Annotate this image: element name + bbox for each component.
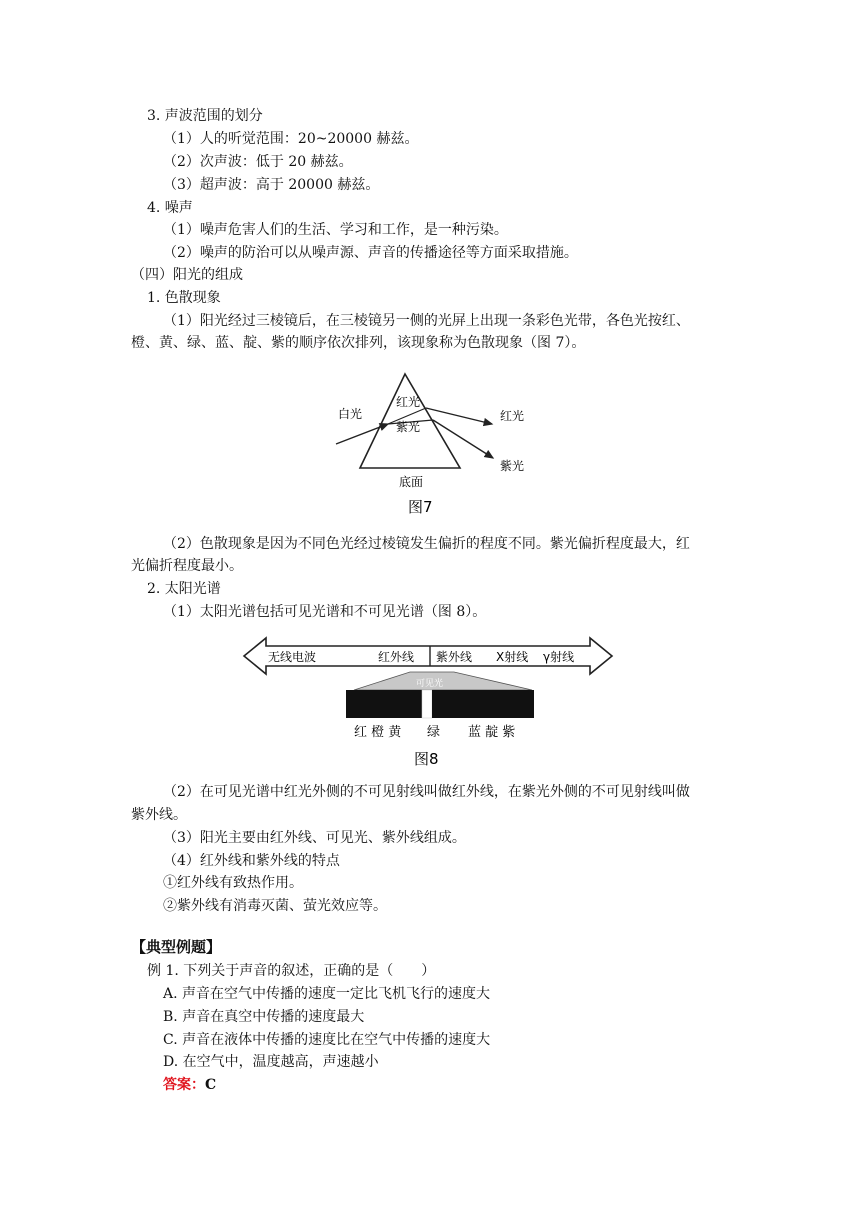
text-line: 光偏折程度最小。 bbox=[131, 558, 243, 574]
text-line: （2）色散现象是因为不同色光经过棱镜发生偏折的程度不同。紫光偏折程度最大，红 bbox=[163, 536, 690, 552]
text-line: （3）超声波：高于 20000 赫兹。 bbox=[163, 177, 380, 193]
option-a: A. 声音在空气中传播的速度一定比飞机飞行的速度大 bbox=[163, 986, 491, 1002]
question-stem: 例 1. 下列关于声音的叙述，正确的是（ ） bbox=[147, 963, 436, 979]
answer-value: C bbox=[205, 1077, 217, 1093]
figure-8-spectrum bbox=[242, 632, 614, 772]
text-line: 1. 色散现象 bbox=[147, 290, 221, 306]
label-base: 底面 bbox=[399, 475, 424, 489]
text-line: （4）红外线和紫外线的特点 bbox=[163, 853, 340, 869]
spectrum-band-left bbox=[346, 690, 422, 718]
option-b: B. 声音在真空中传播的速度最大 bbox=[163, 1009, 365, 1025]
text-line: （1）太阳光谱包括可见光谱和不可见光谱（图 8）。 bbox=[163, 604, 487, 620]
figure-7-caption: 图7 bbox=[408, 498, 433, 516]
figure-8-caption: 图8 bbox=[414, 750, 439, 768]
figure-7-prism bbox=[330, 368, 550, 524]
label-gamma-ray: γ射线 bbox=[543, 650, 575, 664]
option-c: C. 声音在液体中传播的速度比在空气中传播的速度大 bbox=[163, 1032, 491, 1048]
label-white-light: 白光 bbox=[338, 407, 363, 421]
label-visible-light: 可见光 bbox=[416, 679, 444, 689]
white-light-ray bbox=[336, 424, 388, 444]
example-heading: 【典型例题】 bbox=[131, 938, 222, 956]
text-line: （2）次声波：低于 20 赫兹。 bbox=[163, 154, 353, 170]
text-line: （1）噪声危害人们的生活、学习和工作，是一种污染。 bbox=[163, 222, 508, 238]
violet-out-ray bbox=[433, 420, 493, 458]
option-d: D. 在空气中，温度越高，声速越小 bbox=[163, 1054, 379, 1070]
section-heading: （四）阳光的组成 bbox=[131, 267, 243, 283]
spectrum-band-right bbox=[432, 690, 534, 718]
text-line: 橙、黄、绿、蓝、靛、紫的顺序依次排列，该现象称为色散现象（图 7）。 bbox=[131, 335, 586, 351]
label-red-out: 红光 bbox=[500, 409, 525, 423]
text-line: 2. 太阳光谱 bbox=[147, 581, 221, 597]
text-line: （1）人的听觉范围：20~20000 赫兹。 bbox=[163, 131, 419, 147]
text-line: 4. 噪声 bbox=[147, 200, 193, 216]
label-x-ray: X射线 bbox=[496, 650, 529, 664]
label-violet-inner: 紫光 bbox=[396, 420, 421, 434]
label-ultraviolet: 紫外线 bbox=[436, 650, 473, 664]
text-line: （2）在可见光谱中红光外侧的不可见射线叫做红外线，在紫光外侧的不可见射线叫做 bbox=[163, 784, 690, 800]
spectrum-band-green bbox=[422, 690, 432, 718]
label-colors-red-orange-yellow: 红 橙 黄 bbox=[354, 725, 402, 740]
label-colors-blue-indigo-violet: 蓝 靛 紫 bbox=[468, 725, 516, 740]
answer-line bbox=[163, 1076, 216, 1094]
label-infrared: 红外线 bbox=[378, 650, 415, 664]
label-red-inner: 红光 bbox=[396, 395, 421, 409]
answer-label: 答案： bbox=[163, 1077, 205, 1093]
text-line: （2）噪声的防治可以从噪声源、声音的传播途径等方面采取措施。 bbox=[163, 245, 578, 261]
text-line: （1）阳光经过三棱镜后，在三棱镜另一侧的光屏上出现一条彩色光带，各色光按红、 bbox=[163, 313, 690, 329]
text-line: （3）阳光主要由红外线、可见光、紫外线组成。 bbox=[163, 830, 466, 846]
label-color-green: 绿 bbox=[427, 725, 441, 740]
text-line: ①红外线有致热作用。 bbox=[163, 875, 303, 891]
text-line: 3. 声波范围的划分 bbox=[147, 108, 263, 124]
label-violet-out: 紫光 bbox=[500, 459, 525, 473]
text-line: ②紫外线有消毒灭菌、萤光效应等。 bbox=[163, 898, 387, 914]
label-radio-waves: 无线电波 bbox=[268, 650, 317, 664]
text-line: 紫外线。 bbox=[131, 807, 187, 823]
